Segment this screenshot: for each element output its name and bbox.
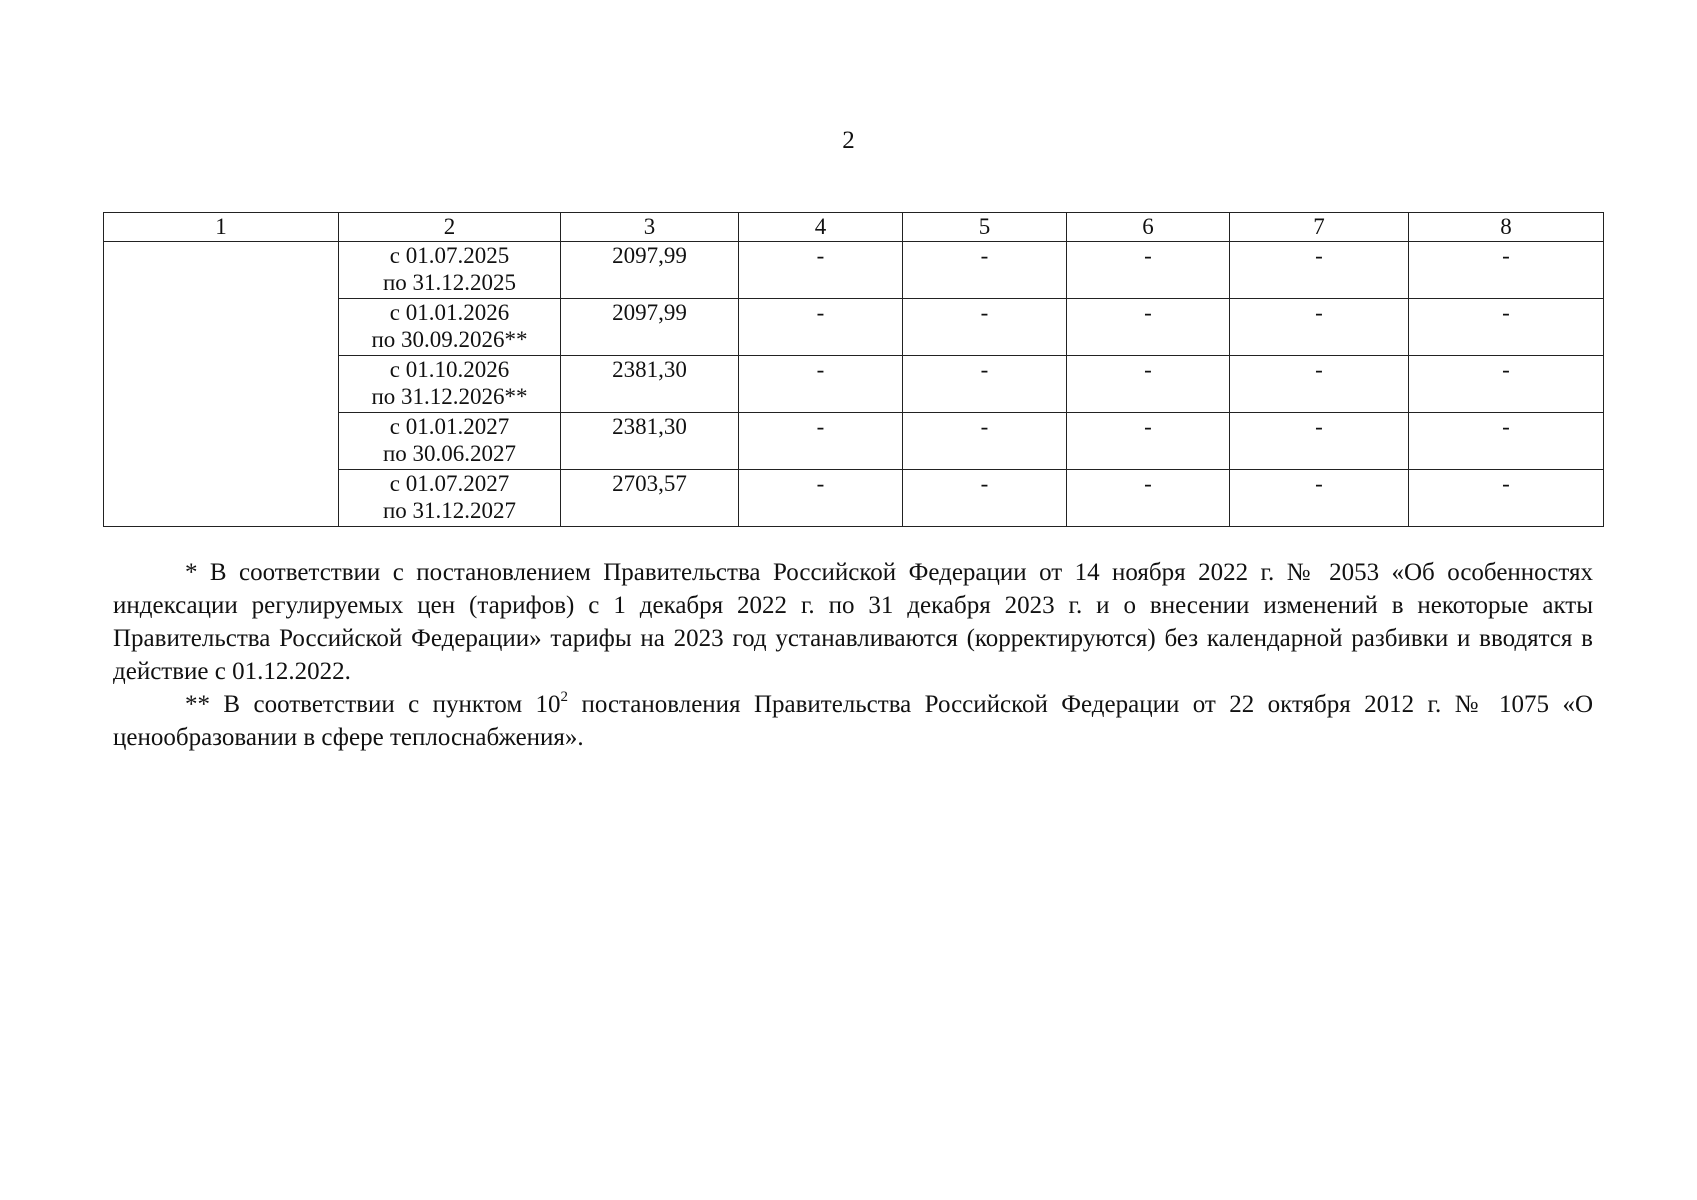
table-cell: -	[1409, 242, 1604, 299]
table-cell: -	[1230, 356, 1409, 413]
table-cell: -	[1230, 299, 1409, 356]
period-from: с 01.01.2026	[389, 300, 510, 325]
table-cell: -	[739, 356, 903, 413]
footnote-2-superscript: 2	[560, 689, 569, 705]
table-cell: -	[903, 299, 1067, 356]
period-cell	[339, 356, 561, 413]
period-cell	[339, 470, 561, 527]
period-from: с 01.07.2027	[389, 471, 510, 496]
table-cell: -	[1230, 413, 1409, 470]
table-cell: -	[1230, 242, 1409, 299]
tariff-value: 2097,99	[561, 242, 739, 299]
table-cell: -	[1067, 356, 1230, 413]
table-cell-col1	[104, 242, 339, 527]
table-cell: -	[1067, 413, 1230, 470]
page-number: 2	[842, 127, 855, 154]
table-cell: -	[739, 413, 903, 470]
table-cell: -	[739, 242, 903, 299]
table-cell: -	[739, 299, 903, 356]
column-header: 8	[1409, 213, 1604, 242]
table-cell: -	[1409, 470, 1604, 527]
column-header: 5	[903, 213, 1067, 242]
period-cell	[339, 299, 561, 356]
footnote-1: * В соответствии с постановлением Правительства Российской Федерации от 14 ноября 2022 г. № 2053 «Об особенностях индексации регулируемых цен (тарифов) с 1 декабря 2022 г. по 31 декабря 2023 г. и о внесении изменений в некоторые акты Правительства Российской Федерации» тарифы на 2023 год устанавливаются (корректируются) без календарной разбивки и вводятся в действие с 01.12.2022.	[113, 559, 1593, 685]
table-cell: -	[739, 470, 903, 527]
tariff-value: 2703,57	[561, 470, 739, 527]
column-header: 4	[739, 213, 903, 242]
tariff-table	[103, 212, 1604, 527]
period-cell	[339, 242, 561, 299]
tariff-value: 2381,30	[561, 413, 739, 470]
table-cell: -	[1409, 413, 1604, 470]
period-to: по 30.06.2027	[382, 441, 517, 466]
period-from: с 01.07.2025	[389, 243, 510, 268]
tariff-value: 2097,99	[561, 299, 739, 356]
column-header: 7	[1230, 213, 1409, 242]
table-cell: -	[903, 242, 1067, 299]
footnote-2-text-end: постановления Правительства Российской Федерации от 22 октября 2012 г. № 1075 «О ценообразовании в сфере теплоснабжения».	[113, 691, 1593, 751]
period-from: с 01.10.2026	[389, 357, 510, 382]
period-to: по 31.12.2027	[382, 498, 517, 523]
footnote-2-text-start: ** В соответствии с пунктом 10	[185, 691, 561, 718]
table-row	[104, 242, 1604, 299]
tariff-value: 2381,30	[561, 356, 739, 413]
footnote-2	[113, 688, 1593, 754]
column-header: 1	[104, 213, 339, 242]
period-to: по 31.12.2025	[382, 270, 517, 295]
table-cell: -	[903, 413, 1067, 470]
table-header-row	[104, 213, 1604, 242]
column-header: 3	[561, 213, 739, 242]
column-header: 6	[1067, 213, 1230, 242]
table-cell: -	[1409, 356, 1604, 413]
table-cell: -	[1067, 299, 1230, 356]
table-cell: -	[1230, 470, 1409, 527]
table-cell: -	[1409, 299, 1604, 356]
period-from: с 01.01.2027	[389, 414, 510, 439]
table-cell: -	[903, 470, 1067, 527]
period-to: по 31.12.2026**	[371, 384, 528, 409]
period-cell	[339, 413, 561, 470]
table-cell: -	[1067, 470, 1230, 527]
table-cell: -	[903, 356, 1067, 413]
table-cell: -	[1067, 242, 1230, 299]
footnotes	[113, 556, 1593, 754]
period-to: по 30.09.2026**	[371, 327, 528, 352]
column-header: 2	[339, 213, 561, 242]
